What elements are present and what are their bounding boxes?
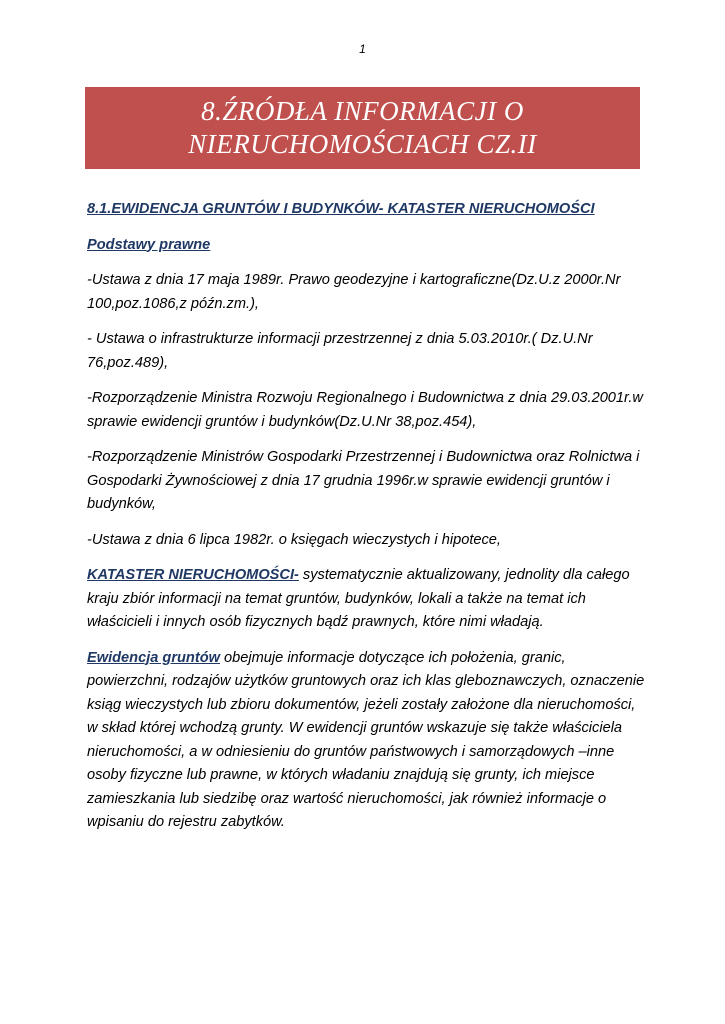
legal-basis-item: -Rozporządzenie Ministra Rozwoju Regionalnego i Budownictwa z dnia 29.03.2001r.w sprawie ewidencji gruntów i budynków(Dz.U.Nr 38,poz.454), (87, 390, 643, 430)
ewidencja-definition (87, 647, 647, 835)
legal-basis-item: -Rozporządzenie Ministrów Gospodarki Przestrzennej i Budownictwa oraz Rolnictwa i Gospodarki Żywnościowej z dnia 17 grudnia 1996r.w sprawie ewidencji gruntów i budynków, (87, 449, 640, 512)
page-number: 1 (359, 42, 366, 56)
ewidencja-term: Ewidencja gruntów (87, 649, 220, 666)
legal-basis-subheading: Podstawy prawne (87, 236, 211, 253)
kataster-definition-text: systematycznie aktualizowany, jednolity dla całego kraju zbiór informacji na temat gruntów, budynków, lokali a także na temat ich właścicieli i innych osób fizycznych bądź prawnych, które nimi władają. (87, 567, 630, 630)
legal-basis-item: - Ustawa o infrastrukturze informacji przestrzennej z dnia 5.03.2010r.( Dz.U.Nr 76,poz.489), (87, 331, 593, 371)
chapter-title-line-2: NIERUCHOMOŚCIACH CZ.II (188, 129, 537, 159)
ewidencja-definition-text: obejmuje informacje dotyczące ich położenia, granic, powierzchni, rodzajów użytków gruntowych oraz ich klas gleboznawczych, oznaczenie ksiąg wieczystych lub zbioru dokumentów, jeżeli zostały założone dla nieruchomości, w skład której wchodzą grunty. W ewidencji gruntów wskazuje się także właściciela nieruchomości, a w odniesieniu do gruntów państwowych i samorządowych –inne osoby fizyczne lub prawne, w których władaniu znajdują się grunty, ich miejsce zamieszkania lub siedzibę oraz wartość nieruchomości, jak również informacje o wpisaniu do rejestru zabytków. (87, 649, 645, 830)
section-heading: 8.1.EWIDENCJA GRUNTÓW I BUDYNKÓW- KATASTER NIERUCHOMOŚCI (87, 201, 595, 217)
chapter-title-line-1: 8.ŹRÓDŁA INFORMACJI O (201, 96, 524, 126)
legal-basis-item: -Ustawa z dnia 17 maja 1989r. Prawo geodezyjne i kartograficzne(Dz.U.z 2000r.Nr 100,poz.1086,z późn.zm.), (87, 272, 621, 312)
kataster-term: KATASTER NIERUCHOMOŚCI- (87, 567, 299, 583)
chapter-title-banner (85, 87, 640, 169)
legal-basis-item: -Ustawa z dnia 6 lipca 1982r. o księgach wieczystych i hipotece, (87, 531, 501, 548)
document-body (87, 198, 647, 847)
kataster-definition (87, 564, 647, 635)
